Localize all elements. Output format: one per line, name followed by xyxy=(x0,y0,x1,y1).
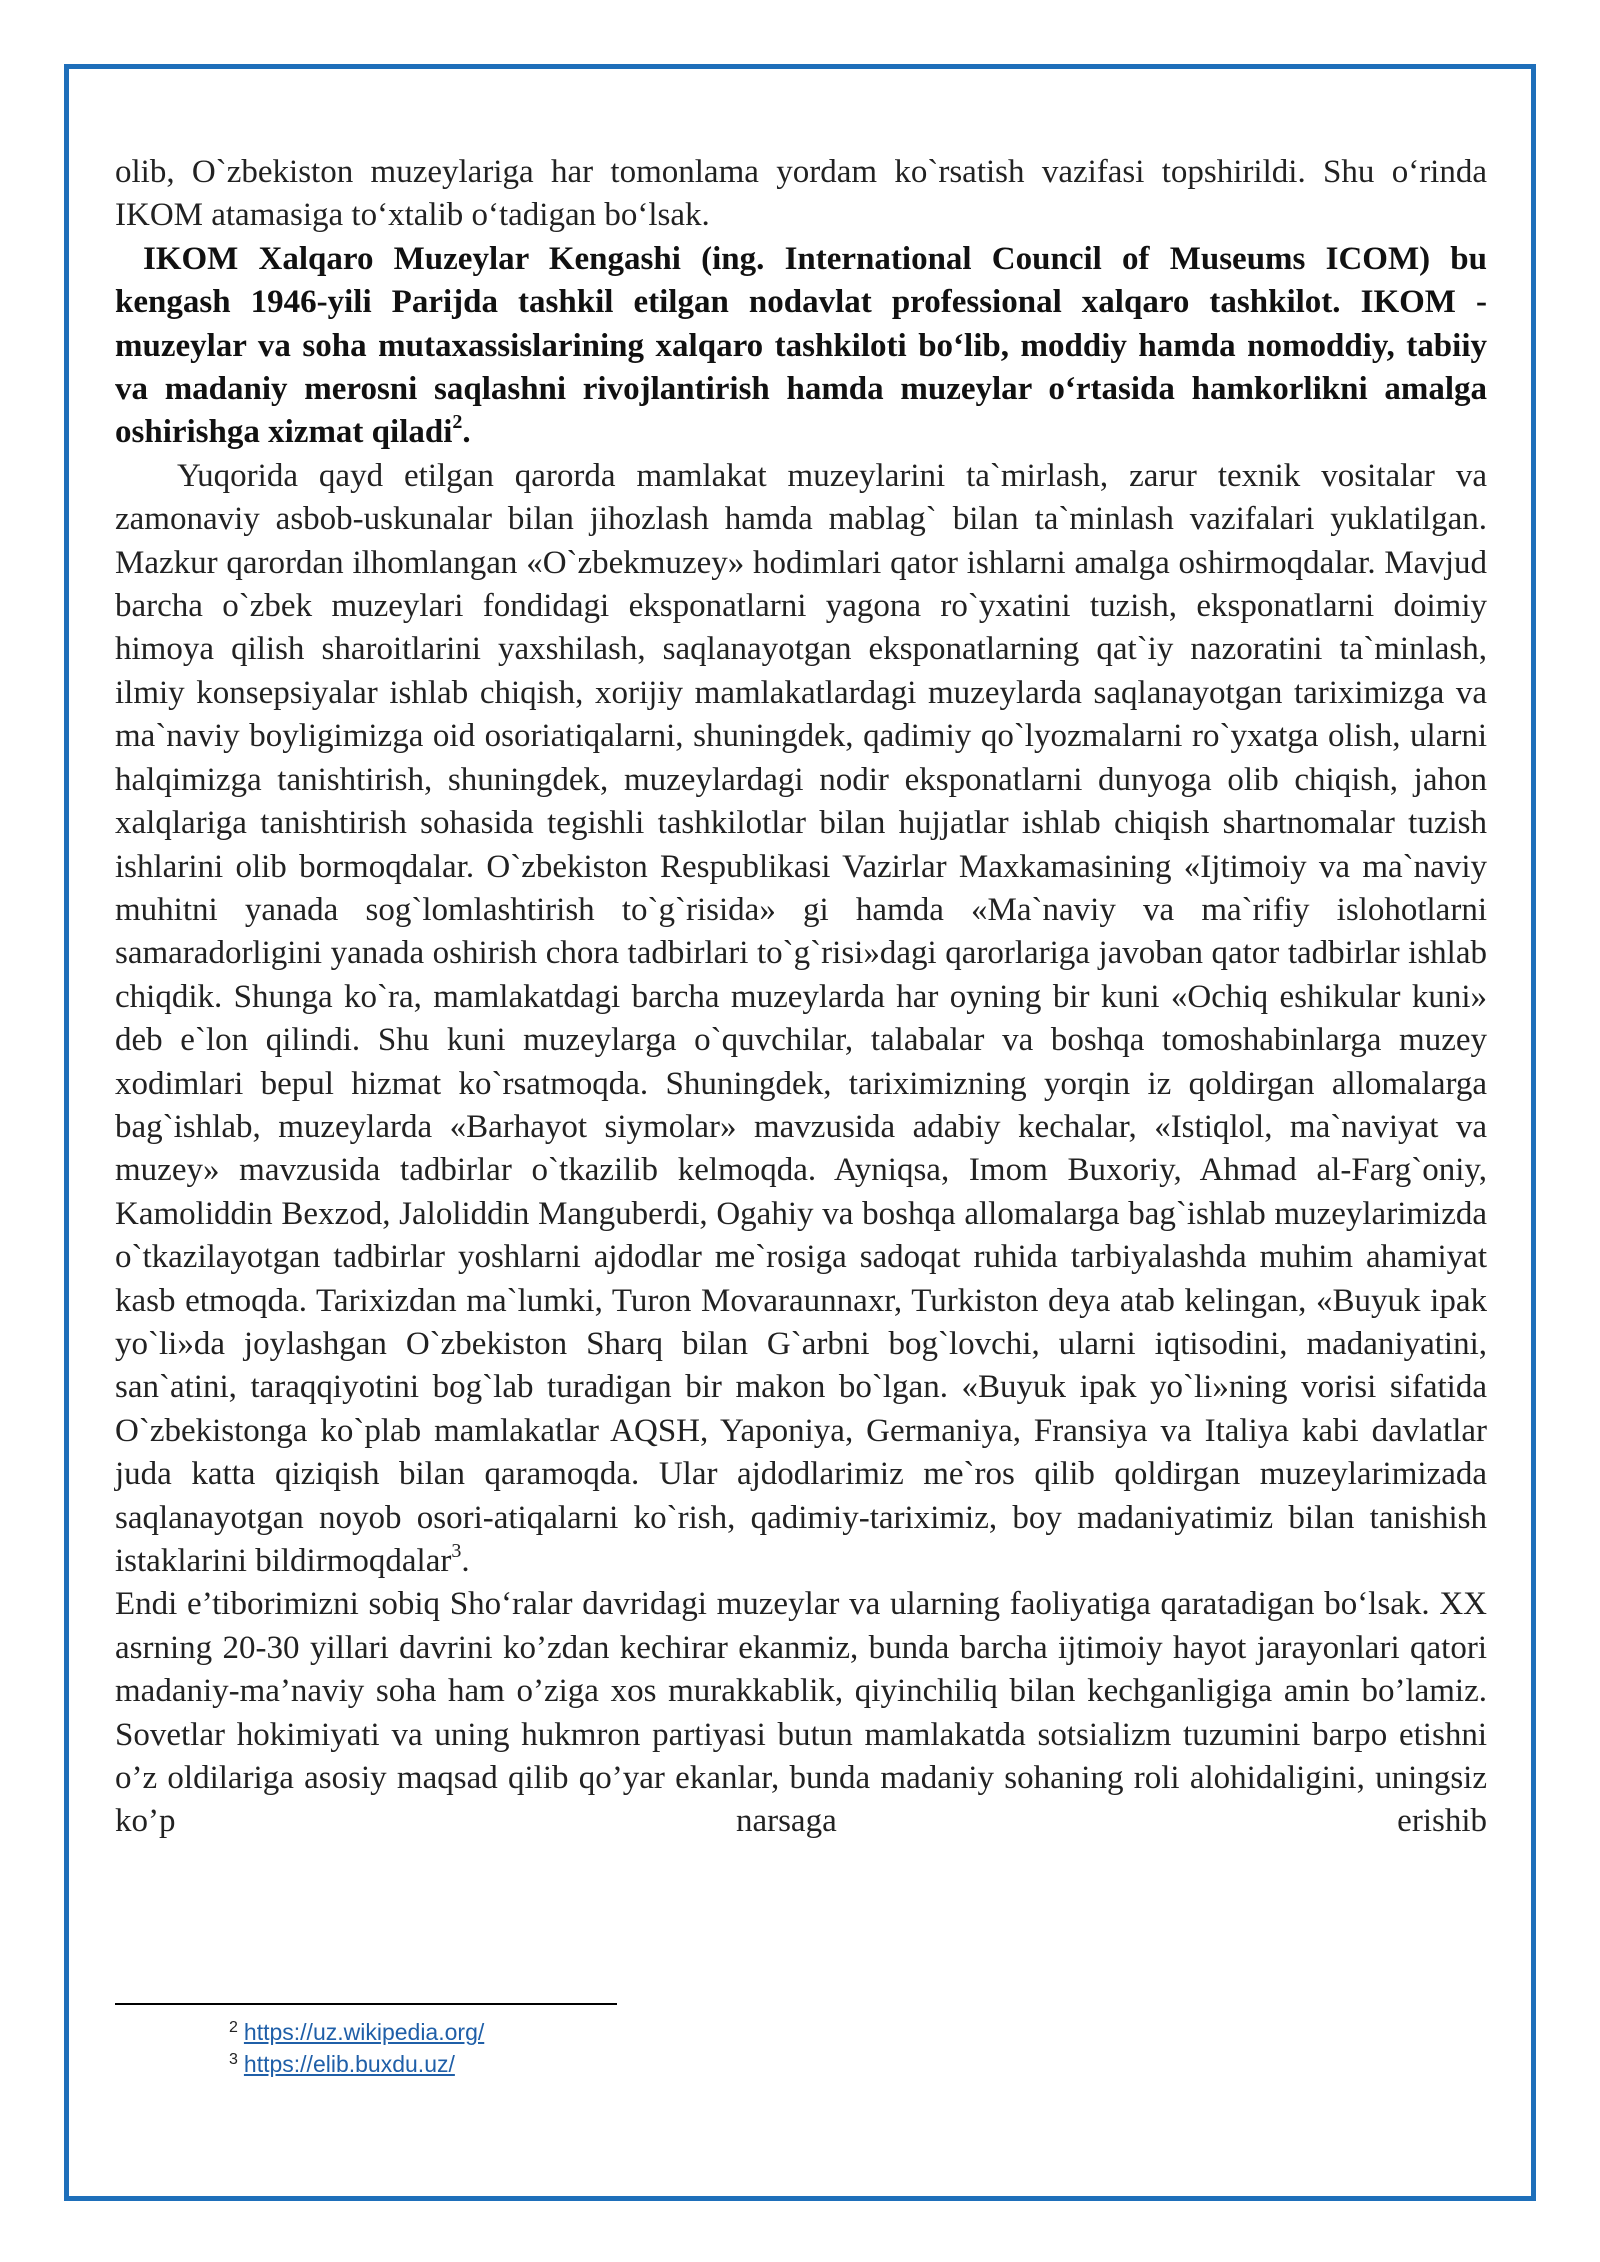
footnote-ref-3[interactable]: 3 xyxy=(451,1540,462,1562)
footnote-ref-2[interactable]: 2 xyxy=(452,411,463,434)
paragraph-icom-text: IKOM Xalqaro Muzeylar Kengashi (ing. International Council of Museums ICOM) bu kengash 1946-yili Parijda tashkil etilgan nodavlat professional xalqaro tashkilot. IKOM - muzeylar va soha mutaxassislarining xalqaro tashkiloti bo‘lib, moddiy hamda nomoddiy, tabiiy va madaniy merosni saqlashni rivojlantirish hamda muzeylar o‘rtasida hamkorlikni amalga oshirishga xizmat qiladi xyxy=(115,240,1487,451)
footnote-link-elib[interactable]: https://elib.buxdu.uz/ xyxy=(243,2051,455,2077)
footnote-2 xyxy=(229,2016,484,2048)
paragraph-uzbekmuzey-text: Yuqorida qayd etilgan qarorda mamlakat muzeylarini ta`mirlash, zarur texnik vositalar va zamonaviy asbob-uskunalar bilan jihozlash hamda mablag` bilan ta`minlash vazifalari yuklatilgan. Mazkur qarordan ilhomlangan «O`zbekmuzey» hodimlari qator ishlarni amalga oshirmoqdalar. Mavjud barcha o`zbek muzeylari fondidagi eksponatlarni yagona ro`yxatini tuzish, eksponatlarni doimiy himoya qilish sharoitlarini yaxshilash, saqlanayotgan eksponatlarning qat`iy nazoratini ta`minlash, ilmiy konsepsiyalar ishlab chiqish, xorijiy mamlakatlardagi muzeylarda saqlanayotgan tariximizga va ma`naviy boyligimizga oid osoriatiqalarni, shuningdek, qadimiy qo`lyozmalarni ro`yxatga olish, ularni halqimizga tanishtirish, shuningdek, muzeylardagi nodir eksponatlarni dunyoga olib chiqish, jahon xalqlariga tanishtirish sohasida tegishli tashkilotlar bilan hujjatlar ishlab chiqish shartnomalar tuzish ishlarini olib bormoqdalar. O`zbekiston Respublikasi Vazirlar Maxkamasining «Ijtimoiy va ma`naviy muhitni yanada sog`lomlashtirish to`g`risida» gi hamda «Ma`naviy va ma`rifiy islohotlarni samaradorligini yanada oshirish chora tadbirlari to`g`risi»dagi qarorlariga javoban qator tadbirlar ishlab chiqdik. Shunga ko`ra, mamlakatdagi barcha muzeylarda har oyning bir kuni «Ochiq eshikular kuni» deb e`lon qilindi. Shu kuni muzeylarga o`quvchilar, talabalar va boshqa tomoshabinlarga muzey xodimlari bepul hizmat ko`rsatmoqda. Shuningdek, tariximizning yorqin iz qoldirgan allomalarga bag`ishlab, muzeylarda «Barhayot siymolar» mavzusida adabiy kechalar, «Istiqlol, ma`naviyat va muzey» mavzusida tadbirlar o`tkazilib kelmoqda. Ayniqsa, Imom Buxoriy, Ahmad al-Farg`oniy, Kamoliddin Bexzod, Jaloliddin Manguberdi, Ogahiy va boshqa allomalarga bag`ishlab muzeylarimizda o`tkazilayotgan tadbirlar yoshlarni ajdodlar me`rosiga sadoqat ruhida tarbiyalashda muhim ahamiyat kasb etmoqda. Tarixizdan ma`lumki, Turon Movaraunnaxr, Turkiston deya atab kelingan, «Buyuk ipak yo`li»da joylashgan O`zbekiston Sharq bilan G`arbni bog`lovchi, ularni iqtisodini, madaniyatini, san`atini, taraqqiyotini bog`lab turadigan bir makon bo`lgan. «Buyuk ipak yo`li»ning vorisi sifatida O`zbekistonga ko`plab mamlakatlar AQSH, Yaponiya, Germaniya, Fransiya va Italiya kabi davlatlar juda katta qiziqish bilan qaramoqda. Ular ajdodlarimiz me`ros qilib qoldirgan muzeylarimizada saqlanayotgan noyob osori-atiqalarni ko`rish, qadimiy-tariximiz, boy madaniyatimiz bilan tanishish istaklarini bildirmoqdalar xyxy=(115,457,1487,1579)
document-body xyxy=(115,151,1487,1844)
footnote-link-wikipedia[interactable]: https://uz.wikipedia.org/ xyxy=(243,2019,485,2045)
paragraph-icom-definition xyxy=(115,238,1487,455)
sentence-end: . xyxy=(462,414,471,451)
footnote-3 xyxy=(229,2048,484,2080)
footnote-mark: 3 xyxy=(229,2051,238,2068)
paragraph-intro: olib, O`zbekiston muzeylariga har tomonlama yordam ko`rsatish vazifasi topshirildi. Shu o‘rinda IKOM atamasiga to‘xtalib o‘tadigan bo‘lsak. xyxy=(115,154,1487,234)
paragraph-soviet-era: Endi e’tiborimizni sobiq Sho‘ralar davridagi muzeylar va ularning faoliyatiga qaratadigan bo‘lsak. XX asrning 20-30 yillari davrini ko’zdan kechirar ekanmiz, bunda barcha ijtimoiy hayot jarayonlari qatori madaniy-ma’naviy soha ham o’ziga xos murakkablik, qiyinchiliq bilan kechganligiga amin bo’lamiz. Sovetlar hokimiyati va uning hukmron partiyasi butun mamlakatda sotsializm tuzumini barpo etishni o’z oldilariga asosiy maqsad qilib qo’yar ekanlar, bunda madaniy sohaning roli alohidaligini, uningsiz ko’p narsaga erishib xyxy=(115,1586,1487,1840)
footnotes-section xyxy=(229,2016,484,2080)
paragraph-uzbekmuzey xyxy=(115,455,1487,1584)
footnote-separator xyxy=(115,2003,617,2005)
sentence-end: . xyxy=(461,1543,470,1579)
footnote-mark: 2 xyxy=(229,2019,238,2036)
